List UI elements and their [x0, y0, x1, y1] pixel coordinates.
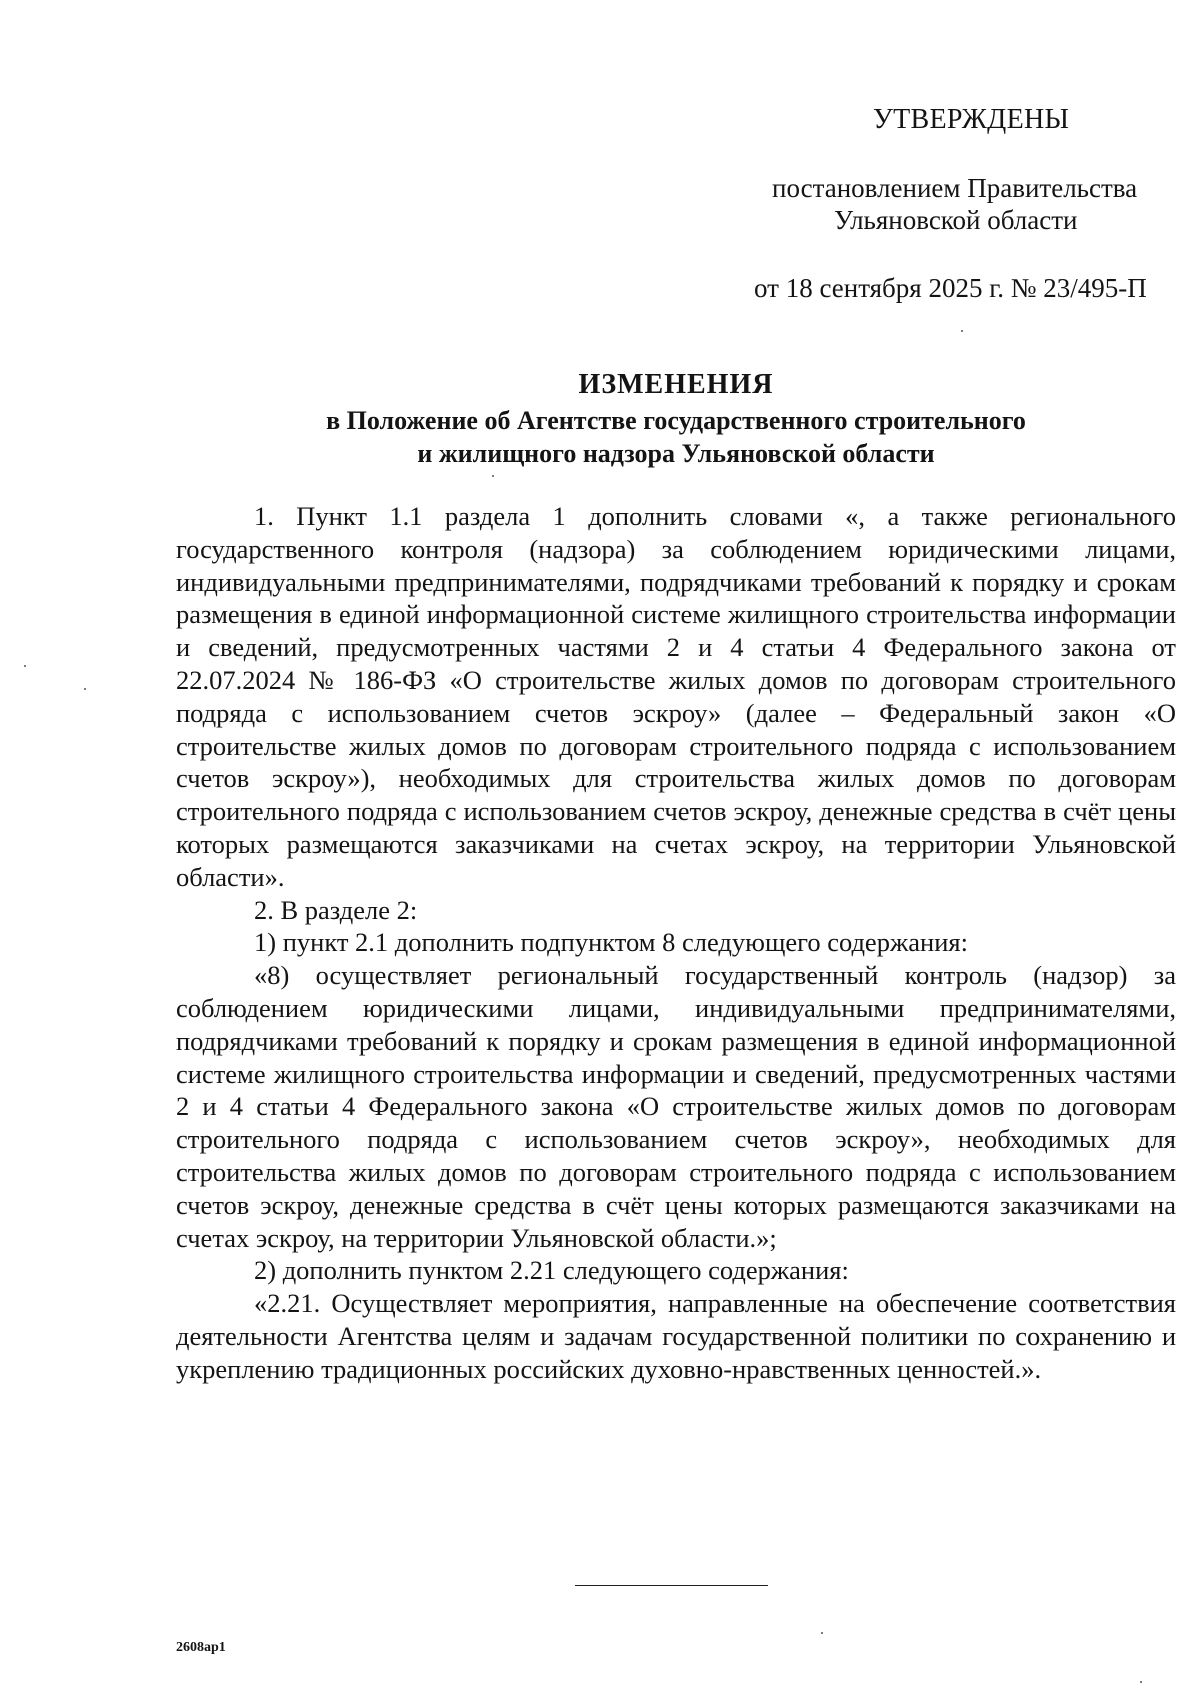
scan-speck: [24, 665, 26, 667]
paragraph-item-1: 1. Пункт 1.1 раздела 1 дополнить словами «, а также регионального государственного контроля (надзора) за соблюдением юридическими лицами, индивидуальными предпринимателями, подрядчиками требований к порядку и срокам размещения в единой информационной системе жилищного строительства информации и сведений, предусмотренных частями 2 и 4 статьи 4 Федерального закона от 22.07.2024 № 186-ФЗ «О строительстве жилых домов по договорам строительного подряда с использованием счетов эскроу» (далее – Федеральный закон «О строительстве жилых домов по договорам строительного подряда с использованием счетов эскроу»), необходимых для строительства жилых домов по договорам строительного подряда с использованием счетов эскроу, денежные средства в счёт цены которых размещаются заказчиками на счетах эскроу, на территории Ульяновской области».: [176, 501, 1176, 892]
paragraph-subitem-1: 1) пункт 2.1 дополнить подпунктом 8 следующего содержания:: [254, 927, 968, 958]
document-subtitle-line2: и жилищного надзора Ульяновской области: [417, 439, 935, 468]
approval-region-line: Ульяновской области: [834, 205, 1078, 235]
approval-decree-line: постановлением Правительства: [772, 173, 1138, 203]
scan-speck: [492, 475, 494, 477]
paragraph-subpoint-8: «8) осуществляет региональный государственный контроль (надзор) за соблюдением юридическими лицами, индивидуальными предпринимателями, подрядчиками требований к порядку и срокам размещения в единой информационной системе жилищного строительства информации и сведений, предусмотренных частями 2 и 4 статьи 4 Федерального закона «О строительстве жилых домов по договорам строительного подряда с использованием счетов эскроу», необходимых для строительства жилых домов по договорам строительного подряда с использованием счетов эскроу, денежные средства в счёт цены которых размещаются заказчиками на счетах эскроу, на территории Ульяновской области.»;: [176, 960, 1176, 1253]
approval-date: от 18 сентября 2025 г. № 23/495-П: [754, 273, 1147, 303]
end-divider: [575, 1585, 768, 1586]
document-title: ИЗМЕНЕНИЯ: [578, 369, 774, 400]
scan-speck: [84, 688, 86, 690]
scan-speck: [821, 1632, 823, 1634]
document-body: [176, 500, 1176, 1386]
footer-document-code: 2608ap1: [176, 1640, 226, 1655]
scan-speck: [961, 330, 963, 332]
scan-speck: [1140, 1681, 1142, 1683]
paragraph-section-2: 2. В разделе 2:: [254, 894, 418, 925]
paragraph-subitem-2: 2) дополнить пунктом 2.21 следующего содержания:: [254, 1255, 849, 1286]
document-subtitle-line1: в Положение об Агентстве государственного строительного: [326, 406, 1026, 435]
paragraph-point-2-21: «2.21. Осуществляет мероприятия, направленные на обеспечение соответствия деятельности Агентства целям и задачам государственной политики по сохранению и укреплению традиционных российских духовно-нравственных ценностей.».: [176, 1288, 1176, 1384]
approval-title: УТВЕРЖДЕНЫ: [873, 104, 1070, 135]
